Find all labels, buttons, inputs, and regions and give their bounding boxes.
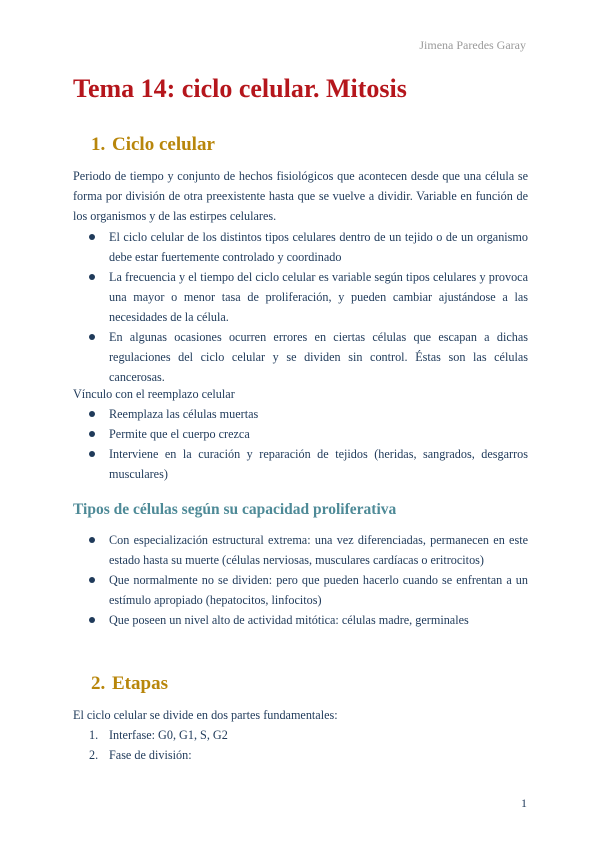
list-item-text: El ciclo celular de los distintos tipos celulares dentro de un tejido o de un organismo debe estar fuertemente controlado y coordinado	[109, 230, 528, 264]
list-item-text: La frecuencia y el tiempo del ciclo celular es variable según tipos celulares y provoca una mayor o menor tasa de proliferación, y pueden cambiar ajustándose a las necesidades de la célula.	[109, 270, 528, 324]
list-item	[73, 570, 528, 610]
list-item-text: En algunas ocasiones ocurren errores en ciertas células que escapan a dichas regulaciones del ciclo celular y se dividen sin control. Éstas son las células cancerosas.	[109, 330, 528, 384]
list-item-text: Fase de división:	[109, 748, 192, 762]
list-item	[73, 725, 528, 745]
section-1-intro: Periodo de tiempo y conjunto de hechos fisiológicos que acontecen desde que una célula se forma por división de otra preexistente hasta que se vuelve a dividir. Variable en función de los organismos y de las estirpes celulares.	[73, 169, 528, 223]
vinculo-label: Vínculo con el reemplazo celular	[73, 387, 235, 401]
list-item	[73, 745, 528, 765]
bullet-icon	[89, 451, 95, 457]
section-1-bullet-list	[73, 227, 528, 387]
bullet-icon	[89, 431, 95, 437]
bullet-icon	[89, 274, 95, 280]
page-header-author: Jimena Paredes Garay	[419, 38, 526, 52]
list-item	[73, 327, 528, 387]
section-1-number: 1.	[91, 134, 106, 155]
bullet-icon	[89, 334, 95, 340]
vinculo-bullet-list	[73, 404, 528, 484]
list-item	[73, 227, 528, 267]
list-item-text: Que normalmente no se dividen: pero que pueden hacerlo cuando se enfrentan a un estímulo apropiado (hepatocitos, linfocitos)	[109, 573, 528, 607]
list-item-text: Que poseen un nivel alto de actividad mitótica: células madre, germinales	[109, 613, 469, 627]
subsection-heading: Tipos de células según su capacidad proliferativa	[73, 501, 397, 518]
list-item	[73, 444, 528, 484]
list-item	[73, 530, 528, 570]
section-2-number: 2.	[91, 673, 106, 694]
bullet-icon	[89, 234, 95, 240]
bullet-icon	[89, 537, 95, 543]
list-item-text: Reemplaza las células muertas	[109, 407, 259, 421]
list-item	[73, 610, 528, 630]
bullet-icon	[89, 617, 95, 623]
section-2-heading	[91, 673, 168, 695]
list-item	[73, 267, 528, 327]
subsection-bullet-list	[73, 530, 528, 630]
list-item-text: Con especialización estructural extrema: una vez diferenciadas, permanecen en este estado hasta su muerte (células nerviosas, musculares cardíacas o eritrocitos)	[109, 533, 528, 567]
list-item-number: 1.	[89, 728, 99, 742]
list-item-text: Interfase: G0, G1, S, G2	[109, 728, 228, 742]
section-2-intro: El ciclo celular se divide en dos partes fundamentales:	[73, 708, 338, 722]
list-item	[73, 424, 528, 444]
list-item-text: Permite que el cuerpo crezca	[109, 427, 250, 441]
section-2-numbered-list	[73, 725, 528, 765]
page-number: 1	[521, 796, 527, 810]
bullet-icon	[89, 577, 95, 583]
list-item-number: 2.	[89, 748, 99, 762]
section-1-title: Ciclo celular	[112, 134, 215, 155]
document-title: Tema 14: ciclo celular. Mitosis	[73, 74, 407, 103]
section-1-heading	[91, 134, 215, 156]
list-item-text: Interviene en la curación y reparación de tejidos (heridas, sangrados, desgarros musculares)	[109, 447, 528, 481]
bullet-icon	[89, 411, 95, 417]
section-2-title: Etapas	[112, 673, 168, 694]
list-item	[73, 404, 528, 424]
